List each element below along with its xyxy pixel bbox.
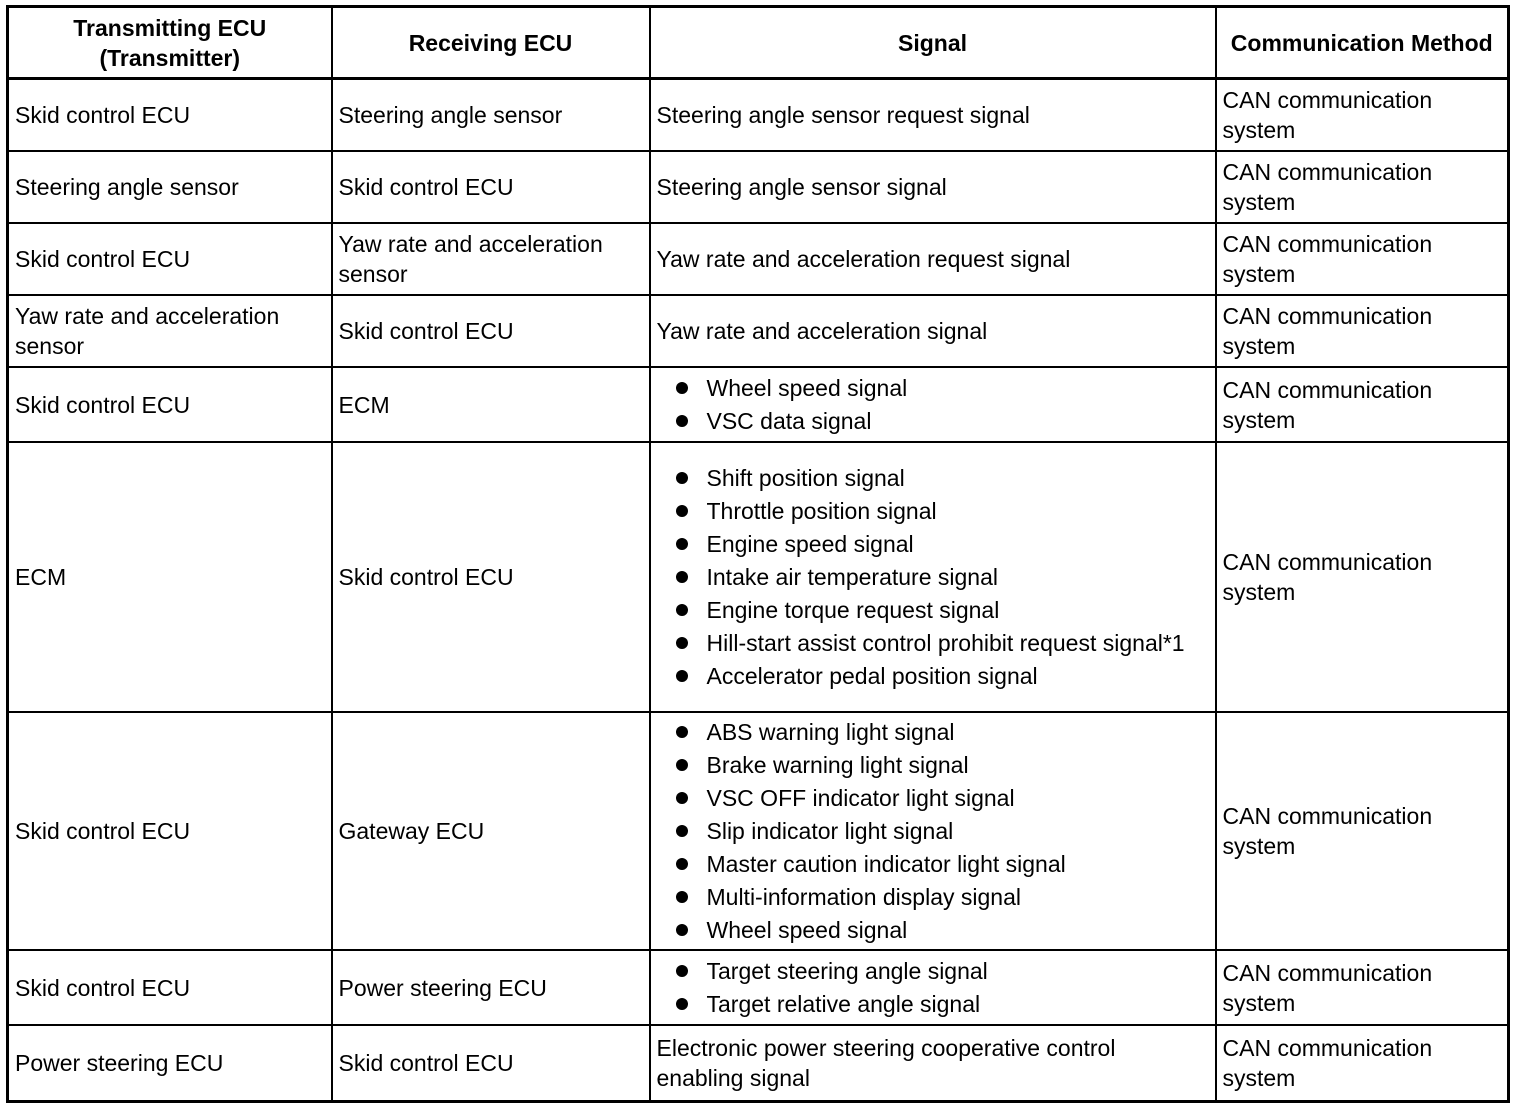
signal-list: [657, 717, 1209, 945]
receiver-cell: Yaw rate and acceleration sensor: [332, 223, 650, 295]
table-row: [8, 367, 1509, 442]
signal-list-item: Master caution indicator light signal: [657, 849, 1209, 879]
signal-list-item: Brake warning light signal: [657, 750, 1209, 780]
receiver-cell: Steering angle sensor: [332, 79, 650, 152]
method-cell: CAN communication system: [1216, 295, 1509, 367]
signal-list-item: Target steering angle signal: [657, 956, 1209, 986]
receiver-cell: Skid control ECU: [332, 151, 650, 223]
signal-list-item: ABS warning light signal: [657, 717, 1209, 747]
signal-list-item: Intake air temperature signal: [657, 562, 1209, 592]
header-transmitting-ecu: Transmitting ECU (Transmitter): [8, 7, 332, 79]
signal-cell: Yaw rate and acceleration signal: [650, 295, 1216, 367]
signal-list-item: Shift position signal: [657, 463, 1209, 493]
signal-cell: Electronic power steering cooperative control enabling signal: [650, 1025, 1216, 1102]
signal-list-item: Slip indicator light signal: [657, 816, 1209, 846]
table-row: [8, 1025, 1509, 1102]
signal-list-item: Engine torque request signal: [657, 595, 1209, 625]
transmitter-cell: Skid control ECU: [8, 712, 332, 950]
receiver-cell: Skid control ECU: [332, 442, 650, 712]
header-signal: Signal: [650, 7, 1216, 79]
table-row: [8, 712, 1509, 950]
receiver-cell: ECM: [332, 367, 650, 442]
header-receiving-ecu: Receiving ECU: [332, 7, 650, 79]
transmitter-cell: Steering angle sensor: [8, 151, 332, 223]
signal-list-item: Throttle position signal: [657, 496, 1209, 526]
transmitter-cell: Power steering ECU: [8, 1025, 332, 1102]
signal-list-item: Accelerator pedal position signal: [657, 661, 1209, 691]
signal-cell: Steering angle sensor signal: [650, 151, 1216, 223]
signal-cell: [650, 712, 1216, 950]
table-row: [8, 950, 1509, 1025]
signal-list-item: VSC data signal: [657, 406, 1209, 436]
receiver-cell: Gateway ECU: [332, 712, 650, 950]
transmitter-cell: ECM: [8, 442, 332, 712]
signal-list-item: Hill-start assist control prohibit request signal*1: [657, 628, 1209, 658]
table-row: [8, 223, 1509, 295]
method-cell: CAN communication system: [1216, 712, 1509, 950]
signal-list-item: Target relative angle signal: [657, 989, 1209, 1019]
header-communication-method: Communication Method: [1216, 7, 1509, 79]
signal-cell: Yaw rate and acceleration request signal: [650, 223, 1216, 295]
signal-list: [657, 956, 1209, 1019]
method-cell: CAN communication system: [1216, 151, 1509, 223]
receiver-cell: Skid control ECU: [332, 295, 650, 367]
signal-list-item: Wheel speed signal: [657, 915, 1209, 945]
table-row: [8, 295, 1509, 367]
transmitter-cell: Yaw rate and acceleration sensor: [8, 295, 332, 367]
transmitter-cell: Skid control ECU: [8, 367, 332, 442]
signal-cell: [650, 442, 1216, 712]
table-row: [8, 442, 1509, 712]
method-cell: CAN communication system: [1216, 367, 1509, 442]
signal-cell: [650, 950, 1216, 1025]
table-row: [8, 79, 1509, 152]
signal-list-item: Wheel speed signal: [657, 373, 1209, 403]
method-cell: CAN communication system: [1216, 950, 1509, 1025]
method-cell: CAN communication system: [1216, 223, 1509, 295]
transmitter-cell: Skid control ECU: [8, 79, 332, 152]
signal-list-item: Engine speed signal: [657, 529, 1209, 559]
receiver-cell: Skid control ECU: [332, 1025, 650, 1102]
method-cell: CAN communication system: [1216, 442, 1509, 712]
signal-cell: [650, 367, 1216, 442]
ecu-signal-table-container: [6, 5, 1510, 1103]
header-row: [8, 7, 1509, 79]
signal-list: [657, 373, 1209, 436]
transmitter-cell: Skid control ECU: [8, 223, 332, 295]
transmitter-cell: Skid control ECU: [8, 950, 332, 1025]
receiver-cell: Power steering ECU: [332, 950, 650, 1025]
method-cell: CAN communication system: [1216, 79, 1509, 152]
signal-cell: Steering angle sensor request signal: [650, 79, 1216, 152]
signal-list-item: VSC OFF indicator light signal: [657, 783, 1209, 813]
signal-list-item: Multi-information display signal: [657, 882, 1209, 912]
ecu-signal-table: [6, 5, 1510, 1103]
table-row: [8, 151, 1509, 223]
method-cell: CAN communication system: [1216, 1025, 1509, 1102]
signal-list: [657, 463, 1209, 691]
